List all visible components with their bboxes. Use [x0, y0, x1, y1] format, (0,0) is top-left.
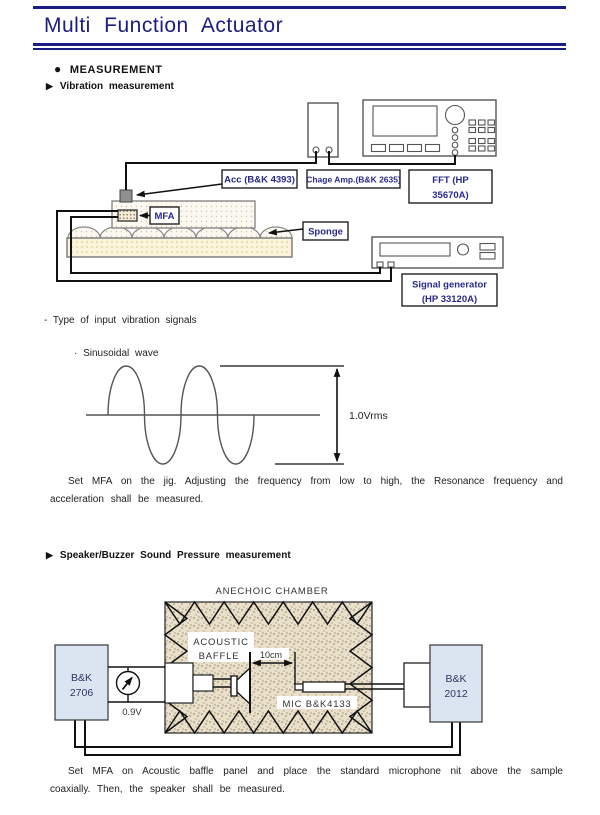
acc-label-box — [137, 170, 297, 195]
mic-label: MIC B&K4133 — [282, 699, 352, 710]
acoustic-diagram — [30, 577, 570, 767]
triangle-icon-2: ▶ — [46, 550, 53, 560]
baffle-label-line1: ACOUSTIC — [193, 637, 249, 648]
bnk-2012-line1: B&K — [445, 673, 467, 685]
mfa-label: MFA — [154, 211, 175, 222]
accelerometer — [120, 190, 132, 202]
siggen-label-box — [402, 274, 497, 306]
sine-wave-figure — [40, 358, 460, 480]
bnk-2012-line2: 2012 — [444, 688, 468, 700]
acoustic-note-paragraph: Set MFA on Acoustic baffle panel and place the standard microphone nit above the sample coaxially. Then, the speaker shall be measured. — [50, 766, 563, 795]
siggen-label-line1: Signal generator — [412, 279, 487, 291]
siggen-display — [380, 243, 450, 256]
signal-generator-device — [372, 237, 503, 268]
heading-speaker-label: Speaker/Buzzer Sound Pressure measurement — [59, 550, 291, 561]
siggen-knob — [458, 244, 469, 255]
fft-knob — [446, 106, 465, 125]
mic-preamp-connector — [404, 663, 430, 707]
header-bottom-rule-thin — [33, 48, 566, 50]
speaker-driver — [231, 676, 237, 696]
header-bottom-rule-thick — [33, 43, 566, 46]
heading-measurement — [54, 62, 163, 76]
sinusoidal-wave-label: · Sinusoidal wave — [74, 348, 159, 359]
charge-amp-label: Chage Amp.(B&K 2635) — [306, 174, 401, 185]
fft-label-line1: FFT (HP — [432, 175, 469, 186]
charge-amp-device — [308, 103, 338, 157]
chamber-title: ANECHOIC CHAMBER — [215, 586, 329, 597]
mic-body — [303, 682, 345, 692]
fft-display — [373, 106, 437, 136]
mfa-sample — [118, 210, 137, 221]
triangle-icon: ▶ — [46, 81, 53, 91]
bnk-2706-box — [55, 645, 108, 720]
heading-vibration — [46, 81, 174, 92]
page-title: Multi Function Actuator — [44, 14, 284, 37]
fft-analyzer-device — [363, 100, 496, 156]
baffle-label-line2: BAFFLE — [198, 651, 240, 662]
heading-vibration-label: Vibration measurement — [59, 81, 174, 92]
header-top-rule — [33, 6, 566, 9]
signal-type-intro: - Type of input vibration signals — [44, 315, 197, 326]
heading-measurement-label: MEASUREMENT — [69, 64, 163, 76]
vibration-diagram — [30, 95, 570, 311]
fft-label-line2: 35670A) — [432, 190, 469, 201]
vibration-note-paragraph: Set MFA on the jig. Adjusting the frequency from low to high, the Resonance frequency and acceleration shall be measured. — [50, 476, 563, 505]
anechoic-chamber — [165, 602, 372, 733]
amplitude-label: 1.0Vrms — [349, 410, 388, 422]
bullet-icon: ● — [54, 62, 62, 76]
voltage-label: 0.9V — [122, 707, 142, 718]
voltmeter — [108, 667, 165, 718]
bnk-2012-box — [430, 645, 482, 722]
distance-label: 10cm — [259, 650, 283, 660]
bnk-2706-line2: 2706 — [69, 687, 94, 699]
charge-amp-label-box — [306, 170, 401, 188]
acc-label: Acc (B&K 4393) — [224, 174, 295, 186]
heading-speaker — [46, 550, 291, 561]
sponge-label: Sponge — [308, 226, 343, 238]
sponge — [67, 227, 292, 257]
fft-label-box — [409, 170, 492, 203]
mic-capsule — [295, 684, 303, 690]
bnk-2706-line1: B&K — [70, 672, 93, 684]
siggen-label-line2: (HP 33120A) — [421, 294, 478, 305]
